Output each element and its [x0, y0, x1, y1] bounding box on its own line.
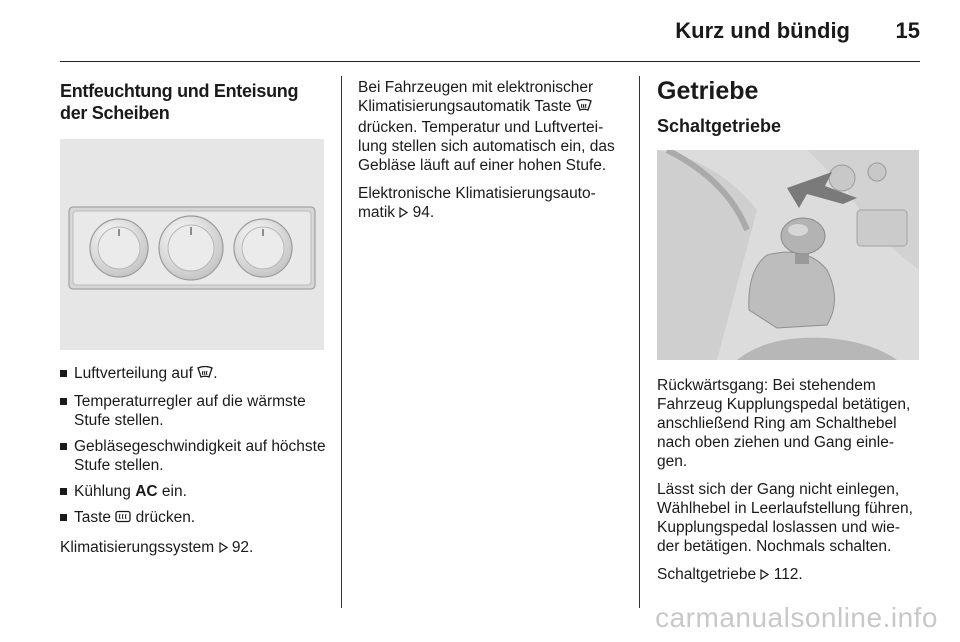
left-column	[60, 80, 326, 567]
climate-control-panel-figure	[60, 139, 324, 350]
paragraph: Bei Fahrzeugen mit elektronischer Klimatisierungsautomatik Taste drücken. Temperatur und Luftvertei-lung stellen sich automatisch ein, das Gebläse läuft auf einer hohen Stufe.	[358, 79, 615, 174]
rear-window-defrost-icon	[115, 510, 131, 529]
section-subheading: Schaltgetriebe	[657, 116, 782, 136]
list-item: Luftverteilung auf .	[60, 364, 326, 385]
section-title: Entfeuchtung und Enteisung der Scheiben	[60, 81, 299, 123]
bullet-square	[60, 398, 67, 405]
paragraph: Rückwärtsgang: Bei stehendem Fahrzeug Kupplungspedal betätigen, anschließend Ring am Schalthebel nach oben ziehen und Gang einle-gen.	[657, 377, 911, 470]
list-item: Kühlung AC ein.	[60, 482, 326, 501]
right-column	[657, 76, 921, 594]
cross-reference[interactable]: Klimatisierungssystem 92.	[60, 539, 254, 556]
windshield-defrost-icon	[576, 99, 592, 118]
middle-column	[358, 78, 626, 232]
list-item: Temperaturregler auf die wärmste Stufe stellen.	[60, 392, 326, 430]
paragraph: Lässt sich der Gang nicht einlegen, Wählhebel in Leerlaufstellung führen, Kupplungspedal loslassen und wie-der betätigen. Nochmals schalten.	[657, 481, 913, 555]
cross-reference[interactable]: Elektronische Klimatisierungsauto-matik 94.	[358, 185, 596, 221]
gear-shift-figure	[657, 150, 919, 360]
watermark: carmanualsonline.info	[655, 602, 938, 633]
column-divider-right	[639, 76, 640, 608]
bullet-square	[60, 514, 67, 521]
bullet-square	[60, 443, 67, 450]
instruction-list	[60, 364, 326, 529]
ac-label: AC	[135, 483, 158, 500]
header-rule	[60, 61, 920, 62]
page-reference-triangle-icon	[760, 566, 769, 585]
bullet-square	[60, 370, 67, 377]
page-reference-triangle-icon	[399, 204, 408, 223]
page-reference-triangle-icon	[219, 539, 228, 558]
cross-reference[interactable]: Schaltgetriebe 112.	[657, 566, 803, 583]
list-item: Taste drücken.	[60, 508, 326, 529]
list-item: Gebläsegeschwindigkeit auf höchste Stufe stellen.	[60, 437, 326, 475]
page-number: 15	[895, 18, 920, 43]
bullet-square	[60, 488, 67, 495]
running-header-title: Kurz und bündig	[675, 18, 850, 43]
windshield-defrost-icon	[197, 366, 213, 385]
column-divider-left	[341, 76, 342, 608]
chapter-heading: Getriebe	[657, 77, 759, 105]
